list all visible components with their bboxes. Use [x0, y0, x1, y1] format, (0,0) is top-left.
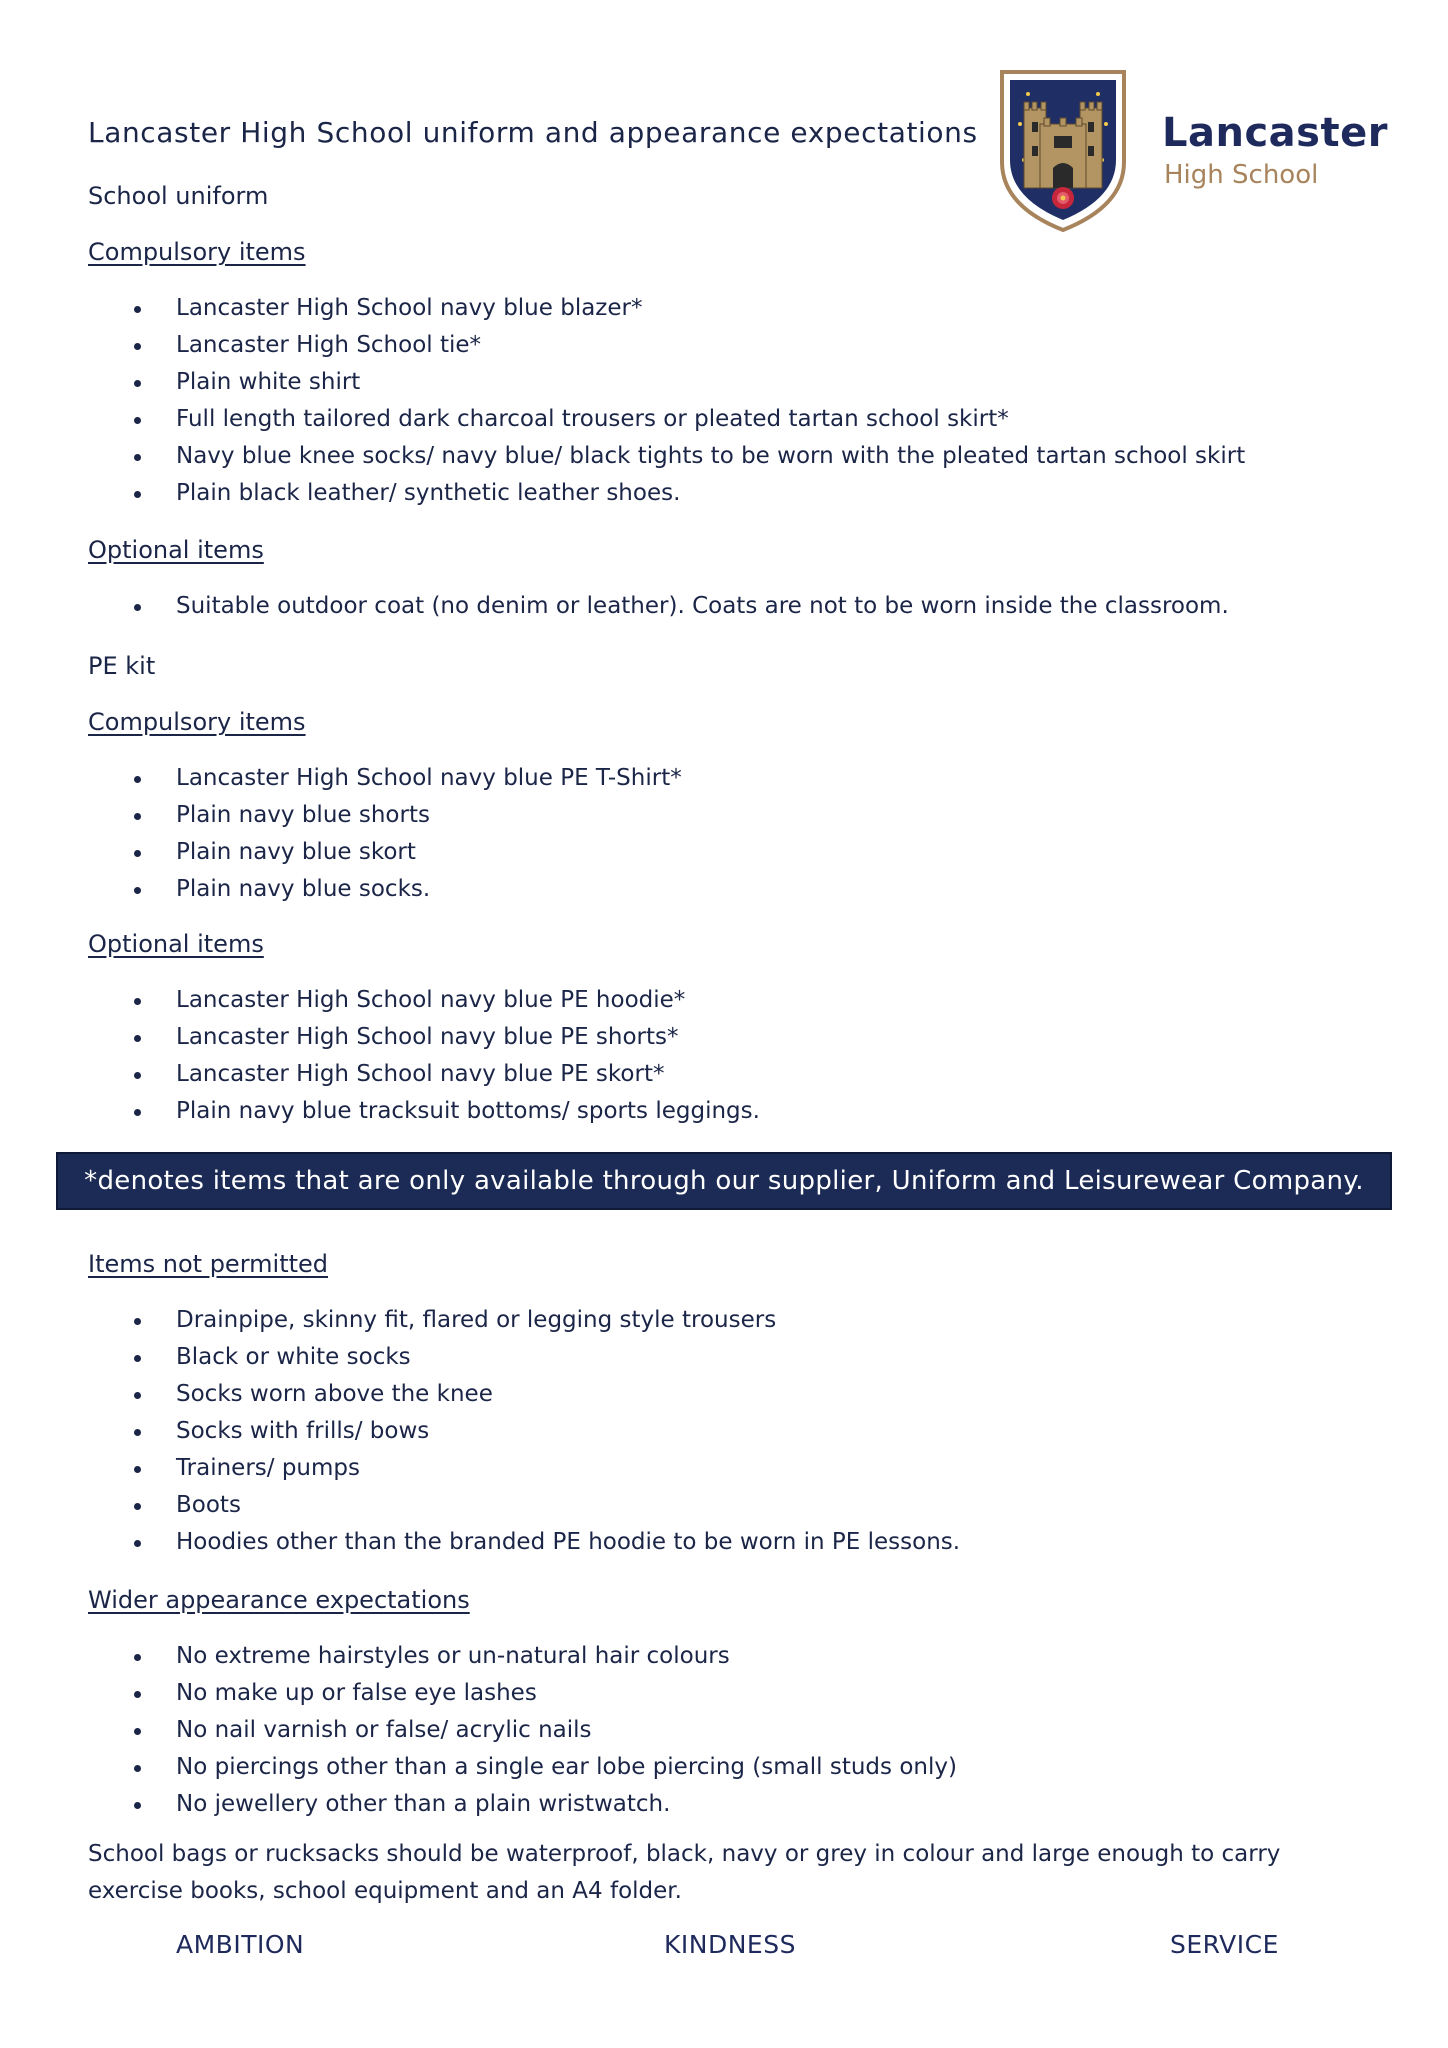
list-item: Lancaster High School navy blue PE hoodie* [126, 982, 760, 1019]
pe-optional-heading: Optional items [88, 930, 264, 958]
list-item: Drainpipe, skinny fit, flared or legging style trousers [126, 1302, 960, 1339]
supplier-note-banner [56, 1152, 1392, 1210]
list-item: Plain navy blue tracksuit bottoms/ sports leggings. [126, 1093, 760, 1130]
footer-value-ambition: AMBITION [176, 1930, 305, 1959]
list-item: Socks worn above the knee [126, 1376, 960, 1413]
list-item: Hoodies other than the branded PE hoodie to be worn in PE lessons. [126, 1524, 960, 1561]
list-item: Lancaster High School navy blue PE skort* [126, 1056, 760, 1093]
logo-school-subtitle: High School [1164, 160, 1319, 190]
document-title: Lancaster High School uniform and appearance expectations [88, 116, 978, 149]
pe-compulsory-heading: Compulsory items [88, 708, 306, 736]
crest-shield-icon [996, 64, 1130, 236]
list-item: Plain white shirt [126, 364, 1245, 401]
uniform-optional-list [126, 588, 1229, 625]
list-item: Plain black leather/ synthetic leather shoes. [126, 475, 1245, 512]
pe-kit-section-heading: PE kit [88, 652, 156, 680]
list-item: No make up or false eye lashes [126, 1675, 957, 1712]
list-item: Lancaster High School navy blue blazer* [126, 290, 1245, 327]
list-item: No extreme hairstyles or un-natural hair colours [126, 1638, 957, 1675]
list-item: Plain navy blue shorts [126, 797, 682, 834]
uniform-optional-heading: Optional items [88, 536, 264, 564]
list-item: Socks with frills/ bows [126, 1413, 960, 1450]
school-logo [996, 64, 1388, 240]
school-bags-note: School bags or rucksacks should be waterproof, black, navy or grey in colour and large enough to carry exercise books, school equipment and an A4 folder. [88, 1841, 1281, 1904]
supplier-note-text: *denotes items that are only available through our supplier, Uniform and Leisurewear Company. [84, 1166, 1364, 1196]
list-item: No nail varnish or false/ acrylic nails [126, 1712, 957, 1749]
not-permitted-list [126, 1302, 960, 1561]
logo-school-name: Lancaster [1162, 110, 1388, 156]
list-item: Suitable outdoor coat (no denim or leather). Coats are not to be worn inside the classroom. [126, 588, 1229, 625]
list-item: Plain navy blue socks. [126, 871, 682, 908]
list-item: No piercings other than a single ear lobe piercing (small studs only) [126, 1749, 957, 1786]
uniform-compulsory-heading: Compulsory items [88, 238, 306, 266]
list-item: Plain navy blue skort [126, 834, 682, 871]
list-item: Lancaster High School tie* [126, 327, 1245, 364]
footer-value-service: SERVICE [1170, 1930, 1279, 1959]
list-item: No jewellery other than a plain wristwatch. [126, 1786, 957, 1823]
list-item: Full length tailored dark charcoal trousers or pleated tartan school skirt* [126, 401, 1245, 438]
appearance-list [126, 1638, 957, 1823]
pe-optional-list [126, 982, 760, 1130]
list-item: Black or white socks [126, 1339, 960, 1376]
list-item: Navy blue knee socks/ navy blue/ black tights to be worn with the pleated tartan school skirt [126, 438, 1245, 475]
list-item: Lancaster High School navy blue PE T-Shirt* [126, 760, 682, 797]
list-item: Lancaster High School navy blue PE shorts* [126, 1019, 760, 1056]
not-permitted-heading: Items not permitted [88, 1250, 329, 1278]
list-item: Boots [126, 1487, 960, 1524]
uniform-section-heading: School uniform [88, 182, 269, 210]
appearance-heading: Wider appearance expectations [88, 1586, 470, 1614]
footer-value-kindness: KINDNESS [664, 1930, 796, 1959]
list-item: Trainers/ pumps [126, 1450, 960, 1487]
uniform-compulsory-list [126, 290, 1245, 512]
pe-compulsory-list [126, 760, 682, 908]
